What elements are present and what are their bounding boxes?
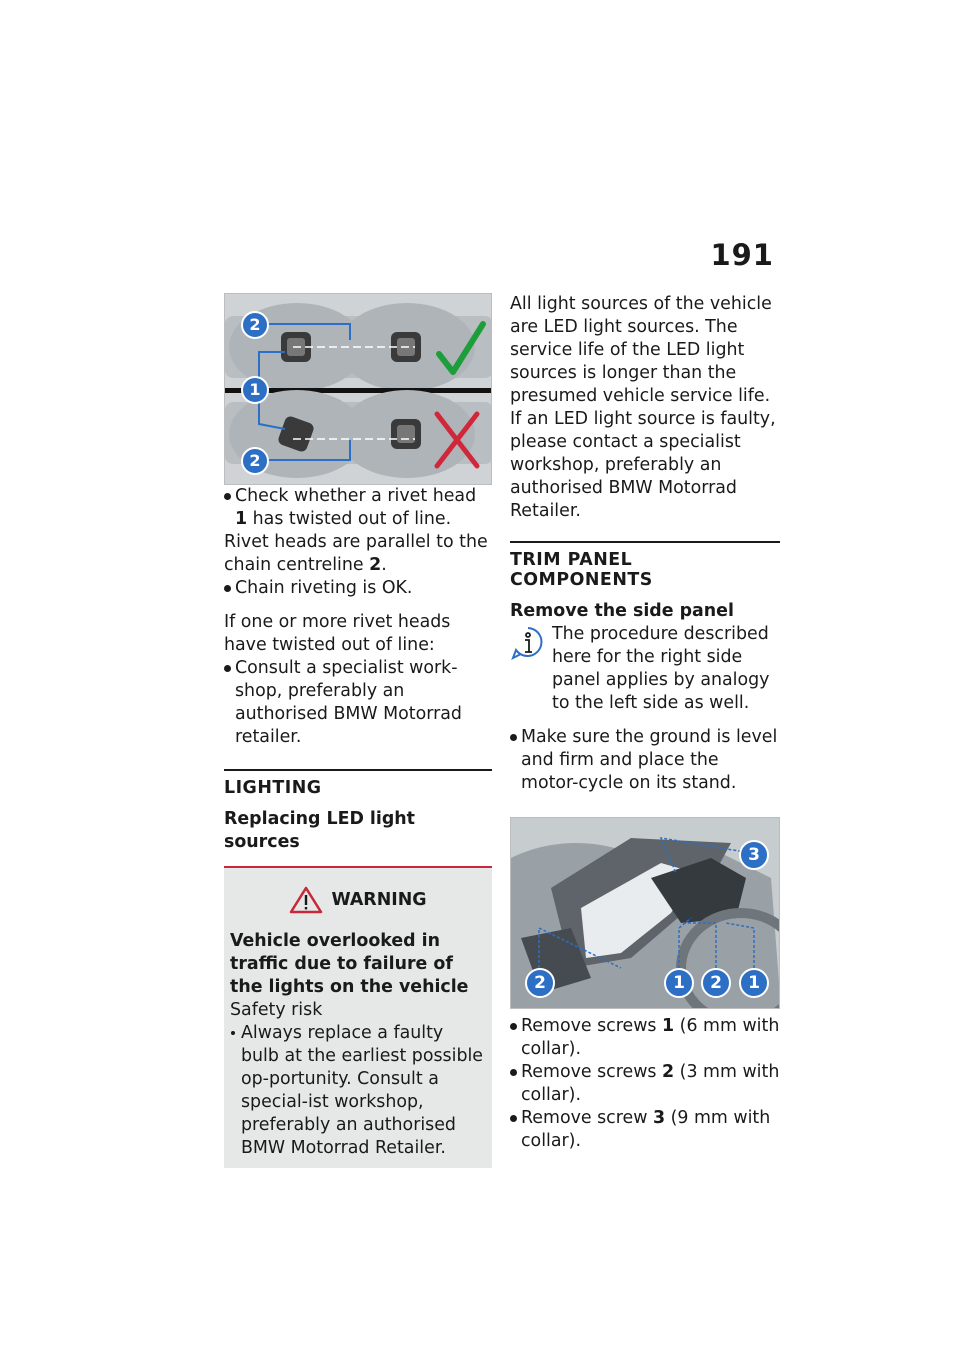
warning-heading: Vehicle overlooked in traffic due to failure of the lights on the vehicle — [230, 931, 469, 997]
note-text: The procedure described here for the right side panel applies by analogy to the left side as well. — [552, 624, 770, 713]
callout-badge — [241, 376, 269, 408]
callout-label: 2 — [710, 973, 722, 993]
ref-number: 1 — [235, 509, 248, 529]
section-title-lighting: LIGHTING — [224, 769, 492, 798]
subsection-title-led: Replacing LED light sources — [224, 809, 415, 852]
page-number: 191 — [710, 238, 774, 272]
bullet-remove-screws-2 — [510, 1061, 780, 1107]
right-column — [510, 293, 780, 1153]
callout-badge — [701, 968, 731, 1002]
callout-badge — [739, 968, 769, 1002]
ref-number: 2 — [662, 1062, 675, 1082]
condition-paragraph: If one or more rivet heads have twisted out of line: — [224, 612, 451, 655]
bullet-ground: Make sure the ground is level and firm and place the motor-cycle on its stand. — [510, 726, 780, 795]
callout-label: 1 — [673, 973, 685, 993]
text: Remove screws — [521, 1062, 663, 1082]
subsection-title-side-panel: Remove the side panel — [510, 601, 734, 621]
callout-label: 2 — [249, 315, 261, 334]
callout-label: 1 — [748, 973, 760, 993]
text: Remove screw — [521, 1108, 653, 1128]
callout-label: 1 — [249, 380, 261, 399]
note-block — [510, 623, 780, 715]
callout-badge — [664, 968, 694, 1002]
warning-box — [224, 866, 492, 1168]
callout-label: 2 — [534, 973, 546, 993]
led-intro-paragraph: All light sources of the vehicle are LED light sources. The service life of the LED light sources is longer than the presumed vehicle service life. If an LED light source is faulty, please contact a specialist workshop, preferably an authorised BMW Motorrad Retailer. — [510, 294, 776, 521]
ref-number: 1 — [662, 1016, 675, 1036]
text: Rivet heads are parallel to the chain centreline — [224, 532, 488, 575]
warning-header — [230, 886, 486, 914]
side-panel-figure — [510, 817, 780, 1009]
ref-number: 2 — [369, 555, 382, 575]
warning-action: Always replace a faulty bulb at the earliest possible op-portunity. Consult a special-ist workshop, preferably an authorised BMW Motorrad Retailer. — [230, 1022, 486, 1160]
bullet-remove-screw-3 — [510, 1107, 780, 1153]
callout-label: 2 — [249, 451, 261, 470]
left-column — [224, 293, 492, 1168]
callout-label: 3 — [748, 845, 760, 865]
ref-number: 3 — [652, 1108, 666, 1128]
bullet-remove-screws-1 — [510, 1015, 780, 1061]
chain-rivet-figure — [224, 293, 492, 485]
callout-badge — [241, 447, 269, 479]
text: (9 mm with collar). — [521, 1108, 771, 1151]
bullet-check-rivet — [224, 485, 492, 531]
text: Check whether a rivet head — [235, 486, 477, 506]
text: Remove screws — [521, 1016, 663, 1036]
text: (6 mm with collar). — [521, 1016, 780, 1059]
section-title-trim: TRIM PANEL COMPONENTS — [510, 541, 780, 590]
warning-triangle-icon — [289, 886, 323, 914]
callout-badge — [241, 311, 269, 343]
warning-risk: Safety risk — [230, 1000, 323, 1020]
text: (3 mm with collar). — [521, 1062, 780, 1105]
result-paragraph — [224, 531, 492, 577]
callout-badge — [525, 968, 555, 1002]
callout-badge — [739, 840, 769, 874]
bullet-riveting-ok: Chain riveting is OK. — [224, 577, 492, 600]
warning-label: WARNING — [331, 890, 427, 910]
info-icon — [510, 625, 546, 661]
bullet-consult: Consult a specialist work-shop, preferably an authorised BMW Motorrad retailer. — [224, 657, 492, 749]
text: . — [381, 555, 387, 575]
text: has twisted out of line. — [247, 509, 452, 529]
